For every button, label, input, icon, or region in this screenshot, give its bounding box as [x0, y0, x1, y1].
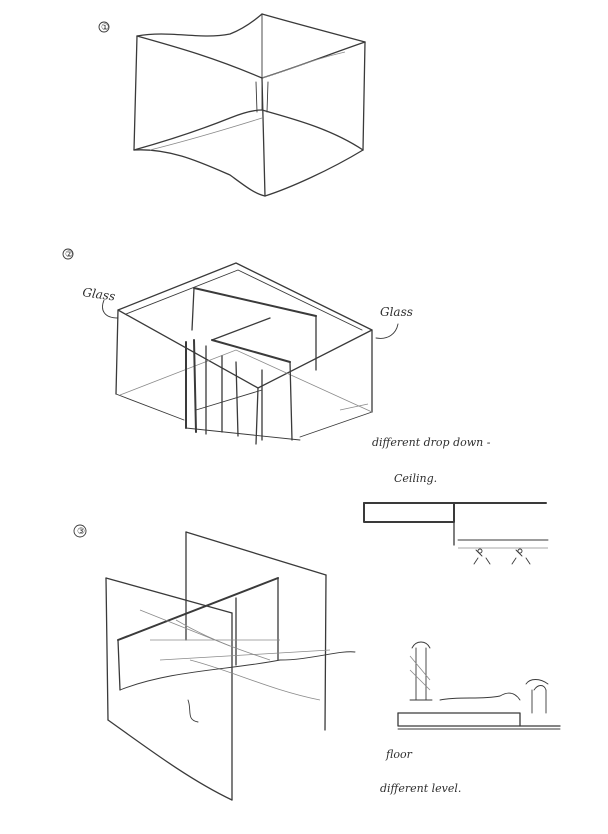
floor-section-detail	[398, 642, 560, 729]
floor-note-line1: floor	[386, 748, 412, 761]
glass-label-left: Glass	[81, 285, 117, 304]
ceiling-note-line1: different drop down -	[372, 436, 491, 449]
glass-label-right: Glass	[380, 305, 413, 319]
sketch-3-number: ③	[77, 527, 86, 537]
sketch-1-open-box	[99, 14, 365, 196]
ceiling-note-line2: Ceiling.	[394, 472, 438, 485]
sketch-2-glass-partitions	[63, 249, 413, 444]
sketch-2-number: ②	[65, 250, 74, 260]
floor-note	[380, 748, 461, 795]
glass-label-right-arrow	[376, 324, 398, 338]
sketch-1-number: ①	[101, 23, 110, 33]
sketch-3-intersecting-walls	[74, 525, 355, 800]
ceiling-section-detail	[364, 503, 548, 564]
ceiling-note	[372, 436, 491, 485]
floor-note-line2: different level.	[380, 782, 462, 795]
